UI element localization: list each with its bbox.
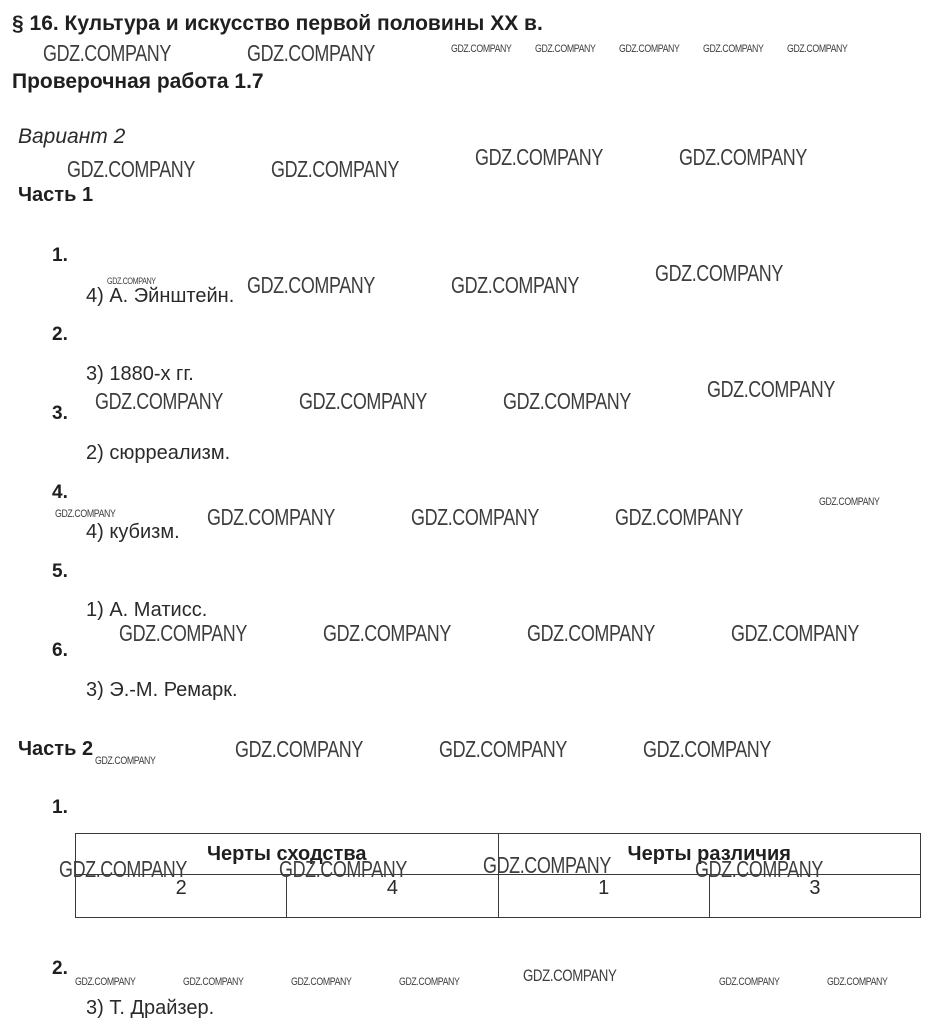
watermark: GDZ.COMPANY <box>75 976 136 988</box>
watermark: GDZ.COMPANY <box>707 376 835 402</box>
watermark: GDZ.COMPANY <box>535 43 596 55</box>
watermark: GDZ.COMPANY <box>299 388 427 414</box>
variant-label: Вариант 2 <box>18 125 126 148</box>
question-answer: 3) 1880-х гг. <box>86 363 194 385</box>
question-number: 2. <box>52 324 68 345</box>
watermark: GDZ.COMPANY <box>819 496 880 508</box>
watermark: GDZ.COMPANY <box>271 156 399 182</box>
table-cell: 3 <box>709 875 920 918</box>
question-answer: 4) А. Эйнштейн. <box>86 285 235 307</box>
watermark: GDZ.COMPANY <box>679 144 807 170</box>
watermark: GDZ.COMPANY <box>207 504 335 530</box>
watermark: GDZ.COMPANY <box>703 43 764 55</box>
watermark: GDZ.COMPANY <box>95 755 156 767</box>
question-number: 4. <box>52 482 68 503</box>
watermark: GDZ.COMPANY <box>655 260 783 286</box>
question-number: 6. <box>52 640 68 661</box>
differences-header: Черты различия <box>498 834 921 875</box>
watermark: GDZ.COMPANY <box>527 620 655 646</box>
watermark: GDZ.COMPANY <box>787 43 848 55</box>
watermark: GDZ.COMPANY <box>323 620 451 646</box>
question-answer: 3) Т. Драйзер. <box>86 997 215 1019</box>
table-cell: 1 <box>498 875 709 918</box>
question-answer: 2) сюрреализм. <box>86 442 231 464</box>
watermark: GDZ.COMPANY <box>643 736 771 762</box>
watermark: GDZ.COMPANY <box>451 43 512 55</box>
watermark: GDZ.COMPANY <box>55 508 116 520</box>
watermark: GDZ.COMPANY <box>483 852 611 878</box>
table-cell: 2 <box>76 875 287 918</box>
watermark: GDZ.COMPANY <box>107 276 156 286</box>
watermark: GDZ.COMPANY <box>43 40 171 66</box>
watermark: GDZ.COMPANY <box>411 504 539 530</box>
table-cell: 4 <box>287 875 498 918</box>
question-answer: 4) кубизм. <box>86 521 180 543</box>
watermark: GDZ.COMPANY <box>731 620 859 646</box>
section-title: § 16. Культура и искусство первой половины XX в. <box>12 12 543 35</box>
watermark: GDZ.COMPANY <box>827 976 888 988</box>
watermark: GDZ.COMPANY <box>59 856 187 882</box>
watermark: GDZ.COMPANY <box>503 388 631 414</box>
watermark: GDZ.COMPANY <box>183 976 244 988</box>
question-number: 1. <box>52 245 68 266</box>
watermark: GDZ.COMPANY <box>719 976 780 988</box>
watermark: GDZ.COMPANY <box>119 620 247 646</box>
test-title: Проверочная работа 1.7 <box>12 70 264 93</box>
question-answer: 1) А. Матисс. <box>86 599 208 621</box>
watermark: GDZ.COMPANY <box>451 272 579 298</box>
watermark: GDZ.COMPANY <box>439 736 567 762</box>
watermark: GDZ.COMPANY <box>523 966 617 985</box>
watermark: GDZ.COMPANY <box>399 976 460 988</box>
watermark: GDZ.COMPANY <box>67 156 195 182</box>
question-number: 1. <box>52 797 68 818</box>
watermark: GDZ.COMPANY <box>475 144 603 170</box>
watermark: GDZ.COMPANY <box>619 43 680 55</box>
watermark: GDZ.COMPANY <box>695 856 823 882</box>
question-number: 3. <box>52 403 68 424</box>
question-number: 2. <box>52 958 68 979</box>
watermark: GDZ.COMPANY <box>279 856 407 882</box>
watermark: GDZ.COMPANY <box>235 736 363 762</box>
watermark: GDZ.COMPANY <box>615 504 743 530</box>
question-answer: 3) Э.-М. Ремарк. <box>86 679 238 701</box>
part1-heading: Часть 1 <box>18 184 94 206</box>
similarities-header: Черты сходства <box>76 834 499 875</box>
watermark: GDZ.COMPANY <box>247 40 375 66</box>
part2-heading: Часть 2 <box>18 738 94 760</box>
watermark: GDZ.COMPANY <box>247 272 375 298</box>
watermark: GDZ.COMPANY <box>291 976 352 988</box>
question-number: 5. <box>52 561 68 582</box>
watermark: GDZ.COMPANY <box>95 388 223 414</box>
